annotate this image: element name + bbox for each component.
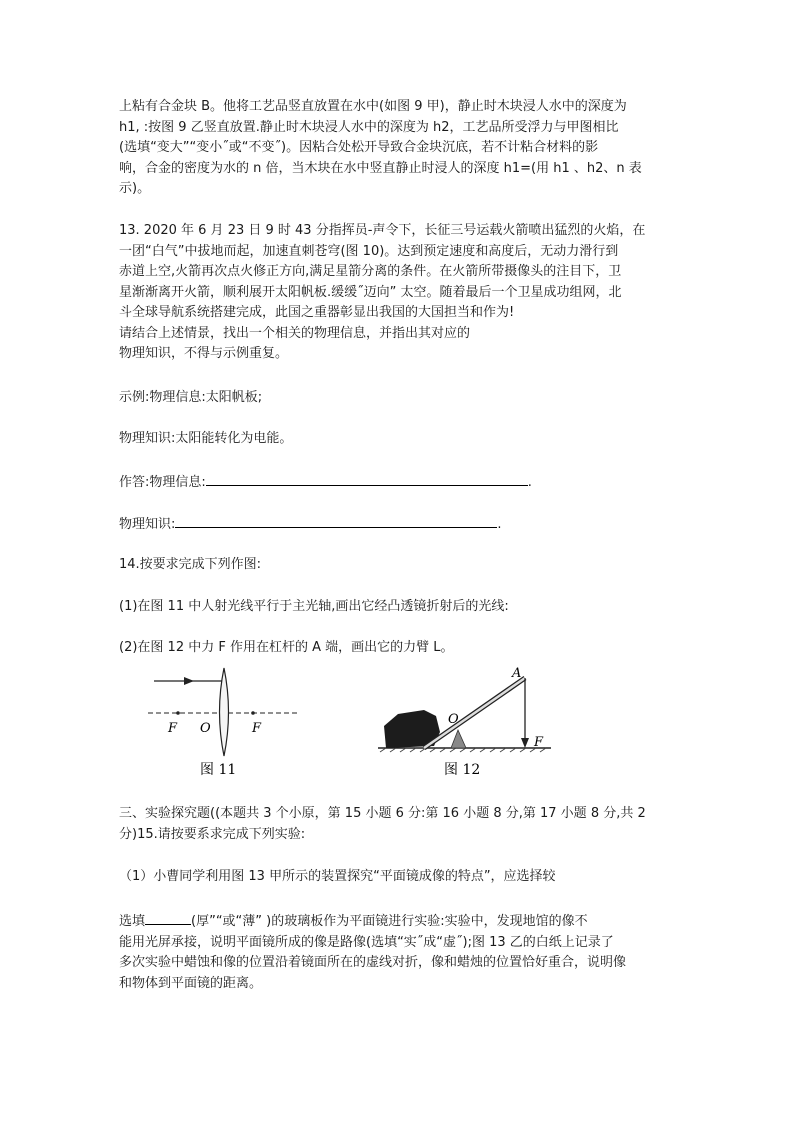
label-o: O [448, 712, 459, 727]
q15-item1: （1）小曹同学利用图 13 甲所示的装置探究“平面镜成像的特点”，应选择较 [119, 869, 556, 884]
text-line: 多次实验中蜡蚀和像的位置沿着镜面所在的虚线对折，像和蜡烛的位置恰好重合，说明像 [119, 955, 627, 970]
text-line: 13. 2020 年 6 月 23 日 9 时 43 分指挥员-声令下，长征三号运载火箭喷出猛烈的火焰，在 [119, 223, 646, 238]
text-line: (选填“变大”“变小˝或“不变˝)。因粘合处松开导致合金块沉底，若不计粘合材料的影 [119, 140, 599, 155]
answer-info-label: 作答:物理信息: [119, 475, 206, 490]
text-line: 能用光屏承接，说明平面镜所成的像是路像(选填“实˝成“虚˝);图 13 乙的白纸上记录了 [119, 934, 614, 950]
fig12-caption: 图 12 [444, 762, 481, 778]
label-f: F [534, 735, 544, 750]
section3-heading [119, 804, 679, 845]
q13-example-info: 示例:物理信息:太阳帆板; [119, 390, 263, 405]
text-line: 分)15.请按要系求完成下列实验: [119, 826, 306, 842]
fulcrum [451, 730, 466, 748]
q14-title: 14.按要求完成下列作图: [119, 557, 262, 572]
text-line: 赤道上空,火箭再次点火修正方向,满足星箭分离的条件。在火箭所带摄像头的注目下，卫 [119, 264, 622, 279]
lever-bar-highlight [424, 678, 525, 748]
q15-suffix: (厚”“或“薄” )的玻璃板作为平面镜进行实验:实验中，发现地馆的像不 [191, 914, 588, 929]
q14-item1: (1)在图 11 中人射光线平行于主光轴,画出它经凸透镜折射后的光线: [119, 599, 509, 614]
answer-knowledge-blank[interactable] [175, 513, 497, 528]
label-o: O [200, 721, 211, 736]
answer-knowledge-label: 物理知识: [119, 517, 176, 532]
text-line: 斗全球导航系统搭建完成，此国之重器彰显出我国的大国担当和作为! [119, 305, 515, 320]
force-arrow [521, 738, 529, 748]
q12-paragraph [119, 97, 679, 200]
text-line: 和物体到平面镜的距离。 [119, 975, 263, 991]
text-line: 示)。 [119, 181, 151, 196]
text-line: 三、实验探究题((本题共 3 个小原，第 15 小题 6 分:第 16 小题 8 分,第 17 小题 8 分,共 2 [119, 806, 646, 821]
figure-12-lever [376, 666, 556, 784]
figure-11-lens [120, 664, 300, 784]
q14-item2: (2)在图 12 中力 F 作用在杠杆的 A 端，画出它的力臂 L。 [119, 640, 454, 655]
label-f-left: F [168, 721, 178, 736]
q13-paragraph [119, 221, 679, 365]
text-line: h1, :按图 9 乙竖直放置.静止时木块浸人水中的深度为 h2，工艺品所受浮力与甲图相比 [119, 119, 619, 135]
q13-example-knowledge: 物理知识:太阳能转化为电能。 [119, 431, 293, 446]
incident-ray-arrow [184, 677, 194, 685]
text-line: 一团“白气”中拔地而起，加速直刺苍穹(图 10)。达到预定速度和高度后，无动力滑行到 [119, 243, 619, 259]
focus-right-dot [251, 711, 255, 715]
fig11-caption: 图 11 [200, 762, 237, 778]
text-line [119, 910, 679, 933]
q13-answer-knowledge-row [119, 513, 679, 536]
focus-left-dot [176, 711, 180, 715]
text-line: 物理知识，不得与示例重复。 [119, 346, 289, 361]
q15-prefix: 选填 [119, 914, 146, 929]
text-line: 上粘有合金块 B。他将工艺品竖直放置在水中(如图 9 甲)，静止时木块浸人水中的深度为 [119, 99, 627, 114]
text-line: 响，合金的密度为水的 n 倍，当木块在水中竖直静止时浸人的深度 h1=(用 h1 、h2、n 表 [119, 160, 642, 176]
q13-answer-info-row [119, 471, 679, 494]
q15-paragraph [119, 910, 679, 994]
label-a: A [512, 666, 522, 681]
answer-knowledge-end: . [497, 517, 502, 532]
thickness-blank[interactable] [145, 910, 191, 925]
text-line: 请结合上述情景，找出一个相关的物理信息，并指出其对应的 [119, 325, 471, 341]
answer-info-end: . [527, 475, 532, 490]
text-line: 星渐渐离开火箭，顺利展开太阳帆板.缓缓˝迈向” 太空。随着最后一个卫星成功组网，北 [119, 284, 622, 300]
label-f-right: F [252, 721, 262, 736]
answer-info-blank[interactable] [206, 471, 528, 486]
